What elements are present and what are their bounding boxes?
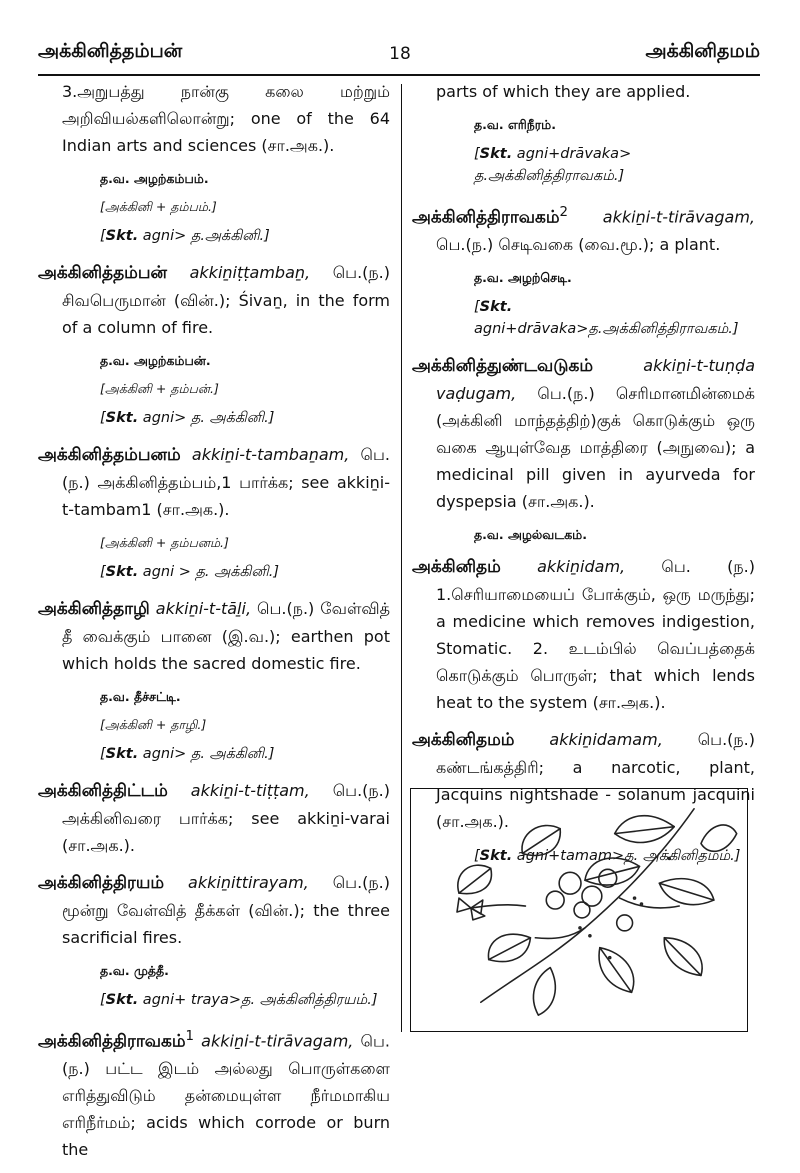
definition-text: பெ.(ந.) மூன்று வேள்வித் தீக்கள் (வின்.); the three sacrificial fires. <box>62 873 390 947</box>
skt-label: Skt. <box>105 228 139 244</box>
tamil-equivalent: த.வ. அழற்செடி. <box>474 270 572 286</box>
transliteration: akkiṉiṭṭambaṉ, <box>189 263 311 282</box>
headword: அக்கினித்திராவகம் <box>412 207 560 228</box>
skt-text: agni> த. அக்கினி.] <box>138 410 275 426</box>
dictionary-entry <box>38 869 390 1011</box>
headword: அக்கினிதம் <box>412 557 501 578</box>
derivation: [அக்கினி + தம்பன்.] <box>100 381 219 396</box>
transliteration: akkiṉi-t-tirāvagam, <box>602 207 755 227</box>
entry-continuation <box>412 78 755 187</box>
dictionary-entry <box>38 595 390 765</box>
definition-text: பெ.(ந.) அக்கினித்தம்பம்,1 பார்க்க; see akkiṉi-t-tambam1 (சா.அக.). <box>62 445 390 519</box>
definition-text: 3.அறுபத்து நான்கு கலை மற்றும் அறிவியல்களிலொன்று; one of the 64 Indian arts and sciences (சா.அக.). <box>62 82 390 155</box>
skt-label: Skt. <box>479 146 513 162</box>
dictionary-entry <box>412 352 755 545</box>
sanskrit-etymology: [Skt. agni+drāvaka> த.அக்கினித்திராவகம்.] <box>474 146 632 184</box>
headword: அக்கினித்தாழி <box>38 599 150 619</box>
headword: அக்கினித்திராவகம் <box>38 1031 186 1052</box>
dictionary-entry <box>412 553 755 716</box>
tamil-equivalent: த.வ. முத்தீ. <box>100 963 169 978</box>
entry-continuation <box>38 78 390 247</box>
right-column <box>412 78 755 879</box>
headword: அக்கினித்தம்பன் <box>38 263 167 283</box>
skt-label: Skt. <box>105 564 139 580</box>
left-column <box>38 78 390 1173</box>
definition-text: பெ.(ந.) அக்கினிவரை பார்க்க; see akkiṉi-varai (சா.அக.). <box>62 781 390 855</box>
transliteration: akkiṉidamam, <box>549 730 663 750</box>
tamil-equivalent: த.வ. எரிநீரம். <box>474 117 556 132</box>
column-divider <box>401 84 402 1032</box>
plant-illustration-icon <box>411 789 747 1031</box>
skt-label: Skt. <box>479 299 513 316</box>
derivation: [அக்கினி + தாழி.] <box>100 717 207 732</box>
skt-text: agni> த.அக்கினி.] <box>138 228 270 244</box>
skt-label: Skt. <box>105 992 139 1008</box>
plant-figure <box>410 788 748 1032</box>
skt-text: agni > த. அக்கினி.] <box>138 564 280 580</box>
dictionary-entry <box>38 441 390 583</box>
definition-text: பெ.(ந.) செரிமானமின்மைக் (அக்கினி மாந்தத்திற்)குக் கொடுக்கும் ஒரு வகை ஆயுள்வேத மாத்திரை (அநுவை); a medicinal pill given in ayurveda for dyspepsia (சா.அக.). <box>436 384 755 512</box>
transliteration: akkiṉi-t-tiṭṭam, <box>190 781 310 800</box>
skt-text: agni+tamam>த. அக்கினிதமம்.] <box>512 848 741 865</box>
running-head-right: அக்கினிதமம் <box>645 40 760 62</box>
skt-label: Skt. <box>105 410 139 426</box>
dictionary-entry <box>38 259 390 429</box>
definition-text: பெ.(ந.) கண்டங்கத்திரி; a narcotic, plant, Jacquins nightshade - solanum jacquini (சா.அக.). <box>436 730 755 832</box>
derivation: [அக்கினி + தம்பனம்.] <box>100 535 229 550</box>
skt-label: Skt. <box>105 746 139 762</box>
transliteration: akkiṉittirayam, <box>188 873 309 892</box>
tamil-equivalent: த.வ. அழற்கம்பன். <box>100 353 211 368</box>
sanskrit-etymology: [Skt. agni+drāvaka>த.அக்கினித்திராவகம்.] <box>474 299 739 338</box>
skt-text: agni+drāvaka>த.அக்கினித்திராவகம்.] <box>474 321 739 338</box>
homonym-number: 2 <box>559 205 569 220</box>
tamil-equivalent: த.வ. அழல்வடகம். <box>474 527 587 543</box>
definition-text: பெ.(ந.) சிவபெருமான் (வின்.); Śivaṉ, in the form of a column of fire. <box>62 263 390 337</box>
definition-text: பெ.(ந.) செடிவகை (வை.மூ.); a plant. <box>436 235 721 255</box>
skt-text: agni+ traya>த. அக்கினித்திரயம்.] <box>138 992 378 1008</box>
dictionary-entry <box>38 777 390 859</box>
definition-text: பெ. (ந.) 1.செரியாமையைப் போக்கும், ஒரு மருந்து; a medicine which removes indigestion, Stomatic. 2. உடம்பில் வெப்பத்தைக் கொடுக்கும் பொருள்; that which lends heat to the system (சா.அக.). <box>436 557 756 713</box>
header-rule <box>38 74 760 76</box>
transliteration: akkiṉi-t-tuṇḍa vaḍugam, <box>436 356 755 404</box>
sanskrit-etymology: [Skt. agni> த. அக்கினி.] <box>100 410 275 426</box>
tamil-equivalent: த.வ. தீச்சட்டி. <box>100 689 181 704</box>
sanskrit-etymology: [Skt. agni> த. அக்கினி.] <box>100 746 275 762</box>
headword: அக்கினித்திட்டம் <box>38 781 168 801</box>
headword: அக்கினித்திரயம் <box>38 873 165 893</box>
dictionary-entry <box>412 199 755 340</box>
transliteration: akkiṉi-t-tirāvagam, <box>201 1031 354 1051</box>
transliteration: akkiṉi-t-tambaṉam, <box>191 445 350 464</box>
skt-label: Skt. <box>479 848 513 865</box>
running-head-left: அக்கினித்தம்பன் <box>38 40 183 62</box>
transliteration: akkiṉidam, <box>537 557 626 577</box>
definition-text: பெ. (ந.) பட்ட இடம் அல்லது பொருள்களை எரித்துவிடும் தன்மையுள்ள நீர்மமாகிய எரிநீர்மம்; acids which corrode or burn the <box>62 1031 390 1160</box>
transliteration: akkiṉi-t-tāḻi, <box>155 599 252 618</box>
homonym-number: 1 <box>185 1029 195 1044</box>
sanskrit-etymology: [Skt. agni+ traya>த. அக்கினித்திரயம்.] <box>100 992 378 1008</box>
skt-text: agni> த. அக்கினி.] <box>138 746 275 762</box>
derivation: [அக்கினி + தம்பம்.] <box>100 199 217 214</box>
sanskrit-etymology: [Skt. agni> த.அக்கினி.] <box>100 228 270 244</box>
headword: அக்கினித்துண்டவடுகம் <box>412 356 594 377</box>
headword: அக்கினித்தம்பனம் <box>38 445 181 465</box>
dictionary-entry <box>38 1023 390 1163</box>
sanskrit-etymology: [Skt. agni+tamam>த. அக்கினிதமம்.] <box>474 848 741 865</box>
sanskrit-etymology: [Skt. agni > த. அக்கினி.] <box>100 564 280 580</box>
skt-text: agni+drāvaka> த.அக்கினித்திராவகம்.] <box>474 146 632 184</box>
definition-text: parts of which they are applied. <box>436 82 691 101</box>
page-number: 18 <box>389 44 411 64</box>
headword: அக்கினிதமம் <box>412 730 515 751</box>
tamil-equivalent: த.வ. அழற்கம்பம். <box>100 171 209 186</box>
definition-text: பெ.(ந.) வேள்வித் தீ வைக்கும் பானை (இ.வ.); earthen pot which holds the sacred domestic fire. <box>62 599 391 673</box>
